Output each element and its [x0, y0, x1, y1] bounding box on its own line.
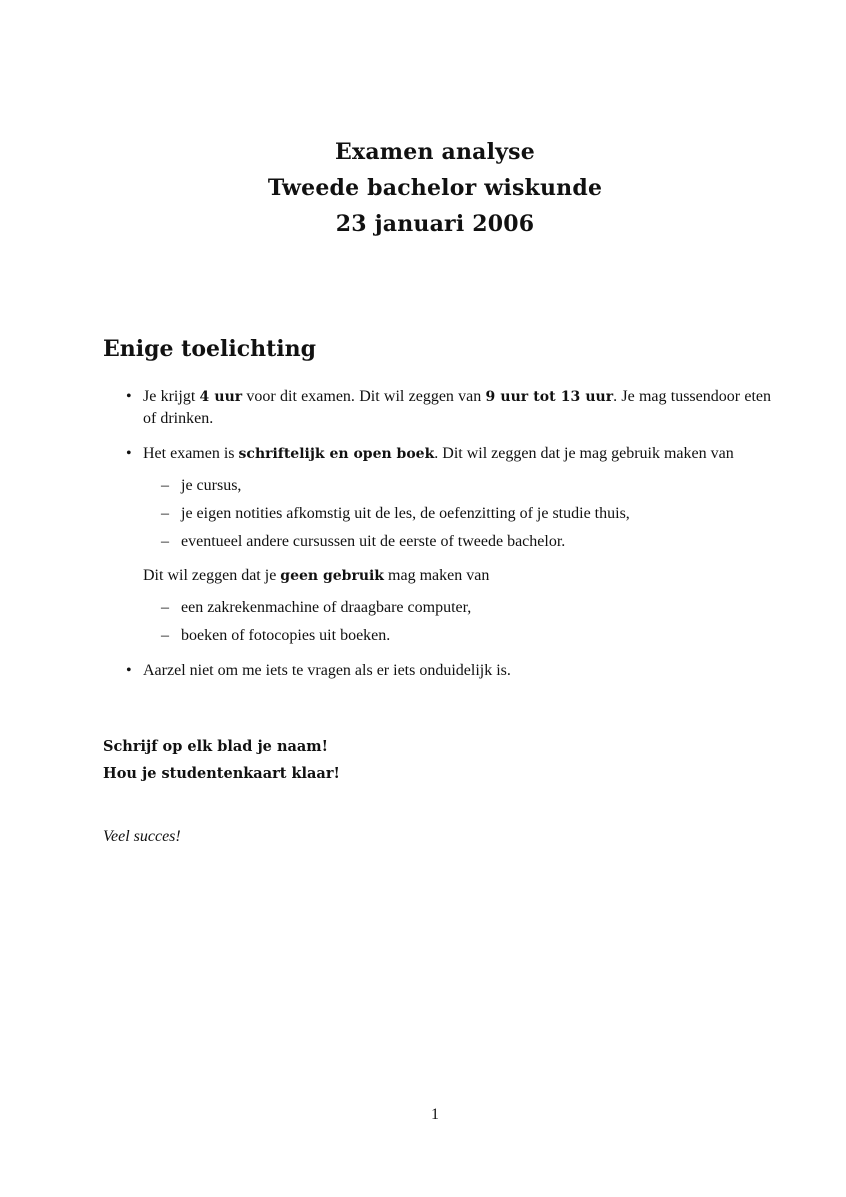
dash-icon: – — [161, 533, 169, 550]
dash-icon: – — [161, 599, 169, 616]
keyword-no-use: geen gebruik — [280, 568, 385, 584]
section-title: Enige toelichting — [103, 336, 316, 362]
text: Het examen is — [143, 445, 239, 462]
forbidden-item — [143, 625, 771, 647]
forbidden-intro — [143, 565, 771, 587]
forbidden-list — [143, 597, 771, 647]
text: . Je mag tussendoor eten of drinken. — [143, 388, 771, 427]
allowed-item-text: je cursus, — [181, 477, 242, 494]
exam-date: 23 januari 2006 — [335, 211, 535, 237]
allowed-item — [143, 503, 771, 525]
exam-subtitle: Tweede bachelor wiskunde — [267, 175, 603, 201]
text: voor dit examen. Dit wil zeggen van — [242, 388, 486, 405]
allowed-list — [143, 475, 771, 553]
dash-icon: – — [161, 505, 169, 522]
note-student-card: Hou je studentenkaart klaar! — [103, 765, 340, 782]
forbidden-item-text: boeken of fotocopies uit boeken. — [181, 627, 391, 644]
allowed-item — [143, 475, 771, 497]
bullet-icon: • — [126, 662, 132, 679]
bullet-icon: • — [126, 388, 132, 405]
text: Dit wil zeggen dat je — [143, 567, 281, 584]
forbidden-item — [143, 597, 771, 619]
forbidden-item-text: een zakrekenmachine of draagbare computer, — [181, 599, 472, 616]
text: . Dit wil zeggen dat je mag gebruik maken van — [434, 445, 734, 462]
bullet-item-open-book — [103, 443, 771, 647]
text: mag maken van — [384, 567, 490, 584]
keyword-duration: 4 uur — [199, 389, 243, 405]
note-name: Schrijf op elk blad je naam! — [103, 738, 328, 755]
allowed-item — [143, 531, 771, 553]
text: Je krijgt — [143, 388, 200, 405]
title-block — [0, 134, 846, 242]
exam-title: Examen analyse — [335, 139, 535, 165]
keyword-open-book: schriftelijk en open boek — [238, 446, 435, 462]
allowed-item-text: eventueel andere cursussen uit de eerste of tweede bachelor. — [181, 533, 566, 550]
allowed-item-text: je eigen notities afkomstig uit de les, de oefenzitting of je studie thuis, — [181, 505, 630, 522]
dash-icon: – — [161, 477, 169, 494]
keyword-time-range: 9 uur tot 13 uur — [485, 389, 614, 405]
instructions — [103, 386, 771, 695]
dash-icon: – — [161, 627, 169, 644]
closing-wish: Veel succes! — [103, 828, 181, 845]
page-number: 1 — [431, 1106, 439, 1123]
text: Aarzel niet om me iets te vragen als er iets onduidelijk is. — [143, 662, 511, 679]
bullet-list — [103, 386, 771, 682]
notes — [103, 733, 340, 787]
bullet-item-duration — [103, 386, 771, 430]
bullet-item-questions — [103, 660, 771, 682]
bullet-icon: • — [126, 445, 132, 462]
